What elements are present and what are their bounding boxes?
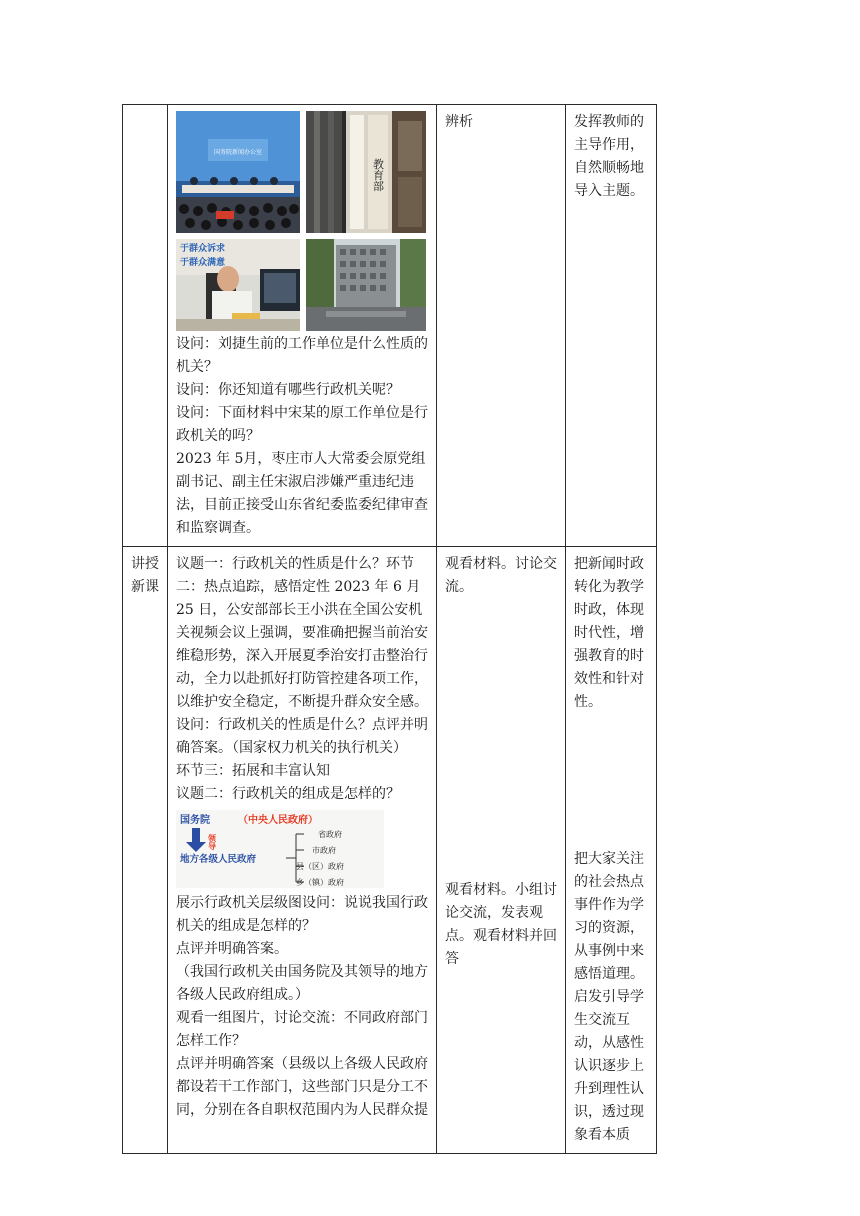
design-intent-1: 把新闻时政转化为教学时政，体现时代性，增强教育的时效性和针对性。: [574, 556, 644, 710]
student-activity-cell-new-lesson: [437, 547, 566, 1154]
diagram-level-province: 省政府: [318, 830, 342, 839]
lesson-plan-table: [122, 104, 657, 1154]
student-activity-intro: 辨析: [445, 114, 473, 130]
government-building-photo: [306, 239, 426, 331]
design-intent-cell-intro: [566, 105, 657, 547]
student-activity-2: 观看材料。小组讨论交流，发表观点。观看材料并回答: [445, 882, 557, 967]
official-on-phone-photo: [176, 239, 300, 331]
press-conference-photo: [176, 111, 300, 233]
photo-grid: [176, 111, 428, 331]
design-intent-2: 把大家关注的社会热点事件作为学习的资源，从事例中来感悟道理。启发引导学生交流互动，从感性认识逐步上升到理性认识，透过现象看本质: [574, 851, 644, 1143]
student-activity-cell-intro: [437, 105, 566, 547]
design-intent-intro: 发挥教师的主导作用，自然顺畅地导入主题。: [574, 114, 644, 199]
step-three-text: 环节三：拓展和丰富认知: [176, 763, 330, 779]
photo-discussion-prompt: 观看一组图片，讨论交流：不同政府部门怎样工作？: [176, 1010, 428, 1049]
banner-text-1: 于群众诉求: [180, 244, 226, 254]
stage-cell-empty: [123, 105, 168, 547]
stage-cell-new-lesson: [123, 547, 168, 1154]
answer-composition: （我国行政机关由国务院及其领导的地方各级人民政府组成。）: [176, 964, 428, 1003]
diagram-level-city: 市政府: [312, 846, 336, 855]
diagram-level-county: 县（区）政府: [296, 862, 344, 871]
student-activity-1: 观看材料。讨论交流。: [445, 556, 557, 595]
case-material: 2023 年 5月，枣庄市人大常委会原党组副书记、副主任宋淑启涉嫌严重违纪违法，目前正接受山东省纪委监委纪律审查和监察调查。: [176, 451, 428, 536]
diagram-local-governments: 地方各级人民政府: [180, 854, 257, 865]
stage-label: 讲授新课: [131, 556, 159, 595]
diagram-arrow-shaft: [192, 828, 200, 842]
diagram-level-township: 乡（镇）政府: [296, 878, 344, 887]
diagram-state-council: 国务院: [180, 815, 210, 826]
table-row-new-lesson: [123, 547, 657, 1154]
topic-one-text: 议题一：行政机关的性质是什么？环节二：热点追踪，感悟定性 2023 年 6 月 25 日，公安部部长王小洪在全国公安机关视频会议上强调，要准确把握当前治安维稳形势，深入开展夏季治安打击整治行动，全力以赴抓好打防管控建各项工作，以维护安全稳定，不断提升群众安全感。设问：行政机关的性质是什么？点评并明确答案。（国家权力机关的执行机关）: [176, 556, 428, 756]
plaque-text: 教育部: [371, 158, 385, 192]
press-backdrop-text: 国务院新闻办公室: [213, 149, 263, 156]
ministry-plaque-photo: [306, 111, 426, 233]
banner-text-2: 于群众满意: [180, 258, 226, 268]
question-3: 设问：下面材料中宋某的原工作单位是行政机关的吗？: [176, 405, 428, 444]
design-intent-cell-new-lesson: [566, 547, 657, 1154]
table-row-intro: [123, 105, 657, 547]
topic-two-text: 议题二：行政机关的组成是怎样的？: [176, 786, 400, 802]
comment-answer-2: 点评并明确答案（县级以上各级人民政府都设若干工作部门，这些部门只是分工不同，分别在各自职权范围内为人民群众提: [176, 1056, 428, 1118]
diagram-central-government: （中央人民政府）: [238, 815, 318, 826]
content-cell-new-lesson: [168, 547, 437, 1154]
question-1: 设问：刘捷生前的工作单位是什么性质的机关？: [176, 336, 428, 375]
government-hierarchy-diagram: [176, 810, 384, 888]
diagram-lead-label: 领导: [207, 834, 217, 850]
question-2: 设问：你还知道有哪些行政机关呢？: [176, 382, 400, 398]
content-cell-intro: [168, 105, 437, 547]
hierarchy-question: 展示行政机关层级图设问：说说我国行政机关的组成是怎样的？: [176, 895, 428, 934]
comment-answer-1: 点评并明确答案。: [176, 941, 288, 957]
